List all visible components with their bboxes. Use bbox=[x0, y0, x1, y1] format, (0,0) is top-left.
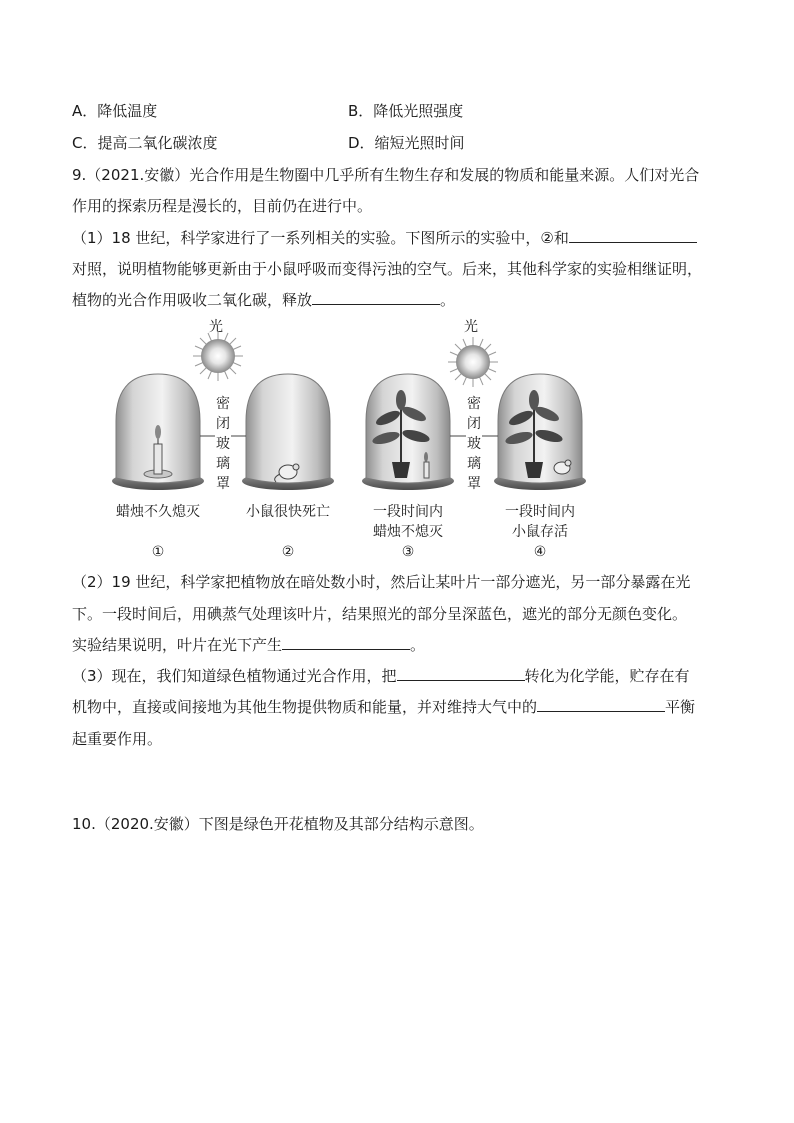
jar-label-1-char: 璃 bbox=[216, 456, 230, 472]
q10-stem: 10.（2020.安徽）下图是绿色开花植物及其部分结构示意图。 bbox=[72, 815, 484, 833]
jar-label-2-char: 玻 bbox=[467, 436, 481, 452]
caption-1: 蜡烛不久熄灭 bbox=[116, 504, 200, 520]
q9-part3-line2-text: 机物中，直接或间接地为其他生物提供物质和能量，并对维持大气中的 bbox=[72, 698, 538, 716]
bell-jar-mouse bbox=[242, 374, 334, 490]
experiment-figure bbox=[100, 316, 600, 564]
bell-jar-candle bbox=[112, 374, 204, 490]
caption-2: 小鼠很快死亡 bbox=[246, 504, 330, 520]
q9-part1-text: （1）18 世纪，科学家进行了一系列相关的实验。下图所示的实验中，②和 bbox=[72, 229, 569, 247]
q9-part3-line1-tail: 转化为化学能，贮存在有 bbox=[524, 667, 690, 685]
period: 。 bbox=[440, 291, 456, 309]
caption-3-line1: 一段时间内 bbox=[373, 504, 443, 520]
option-c: C．提高二氧化碳浓度 bbox=[72, 134, 218, 152]
answer-blank-5[interactable] bbox=[537, 697, 665, 712]
caption-number-2: ② bbox=[281, 544, 295, 560]
caption-4-line2: 小鼠存活 bbox=[512, 524, 568, 540]
q9-part1-line3 bbox=[72, 290, 455, 310]
option-b: B．降低光照强度 bbox=[348, 102, 464, 120]
q9-part3-line1-text: （3）现在，我们知道绿色植物通过光合作用，把 bbox=[72, 667, 397, 685]
q9-part2-line1: （2）19 世纪，科学家把植物放在暗处数小时，然后让某叶片一部分遮光，另一部分暴露在光 bbox=[72, 573, 691, 591]
jar-label-1-char: 密 bbox=[216, 396, 230, 412]
jar-label-1-char: 闭 bbox=[216, 416, 230, 432]
caption-number-1: ① bbox=[151, 544, 165, 560]
jar-label-2-char: 璃 bbox=[467, 456, 481, 472]
q9-part3-line2-tail: 平衡 bbox=[665, 698, 696, 716]
light-label-1: 光 bbox=[209, 319, 223, 335]
period: 。 bbox=[410, 636, 426, 654]
bell-jar-plant-candle bbox=[362, 374, 454, 490]
q9-part1-line1 bbox=[72, 228, 697, 248]
answer-blank-1[interactable] bbox=[569, 228, 697, 243]
q9-part1-line3-text: 植物的光合作用吸收二氧化碳，释放 bbox=[72, 291, 313, 309]
jar-label-2-char: 密 bbox=[467, 396, 481, 412]
caption-number-3: ③ bbox=[401, 544, 415, 560]
answer-blank-2[interactable] bbox=[312, 290, 440, 305]
q9-part2-line3 bbox=[72, 635, 425, 655]
answer-blank-4[interactable] bbox=[397, 666, 525, 681]
q9-stem-line1: 9.（2021.安徽）光合作用是生物圈中几乎所有生物生存和发展的物质和能量来源。人们对光合 bbox=[72, 166, 700, 184]
jar-label-2-char: 闭 bbox=[467, 416, 481, 432]
q9-part2-line2: 下。一段时间后，用碘蒸气处理该叶片，结果照光的部分呈深蓝色，遮光的部分无颜色变化。 bbox=[72, 605, 688, 623]
q9-part1-line2: 对照，说明植物能够更新由于小鼠呼吸而变得污浊的空气。后来，其他科学家的实验相继证明， bbox=[72, 260, 703, 278]
bell-jar-plant-mouse bbox=[494, 374, 586, 490]
option-d: D．缩短光照时间 bbox=[348, 134, 465, 152]
q9-part3-line1 bbox=[72, 666, 690, 686]
caption-3-line2: 蜡烛不熄灭 bbox=[373, 524, 443, 540]
answer-blank-3[interactable] bbox=[282, 635, 410, 650]
caption-number-4: ④ bbox=[533, 544, 547, 560]
sun-icon bbox=[193, 331, 243, 381]
option-a: A．降低温度 bbox=[72, 102, 158, 120]
sun-icon bbox=[448, 337, 498, 387]
light-label-2: 光 bbox=[464, 319, 478, 335]
q9-part3-line3: 起重要作用。 bbox=[72, 730, 163, 748]
q9-part2-line3-text: 实验结果说明，叶片在光下产生 bbox=[72, 636, 283, 654]
q9-stem-line2: 作用的探索历程是漫长的，目前仍在进行中。 bbox=[72, 197, 373, 215]
jar-label-2-char: 罩 bbox=[467, 476, 481, 492]
jar-label-1-char: 罩 bbox=[216, 476, 230, 492]
jar-label-1-char: 玻 bbox=[216, 436, 230, 452]
caption-4-line1: 一段时间内 bbox=[505, 504, 575, 520]
q9-part3-line2 bbox=[72, 697, 695, 717]
